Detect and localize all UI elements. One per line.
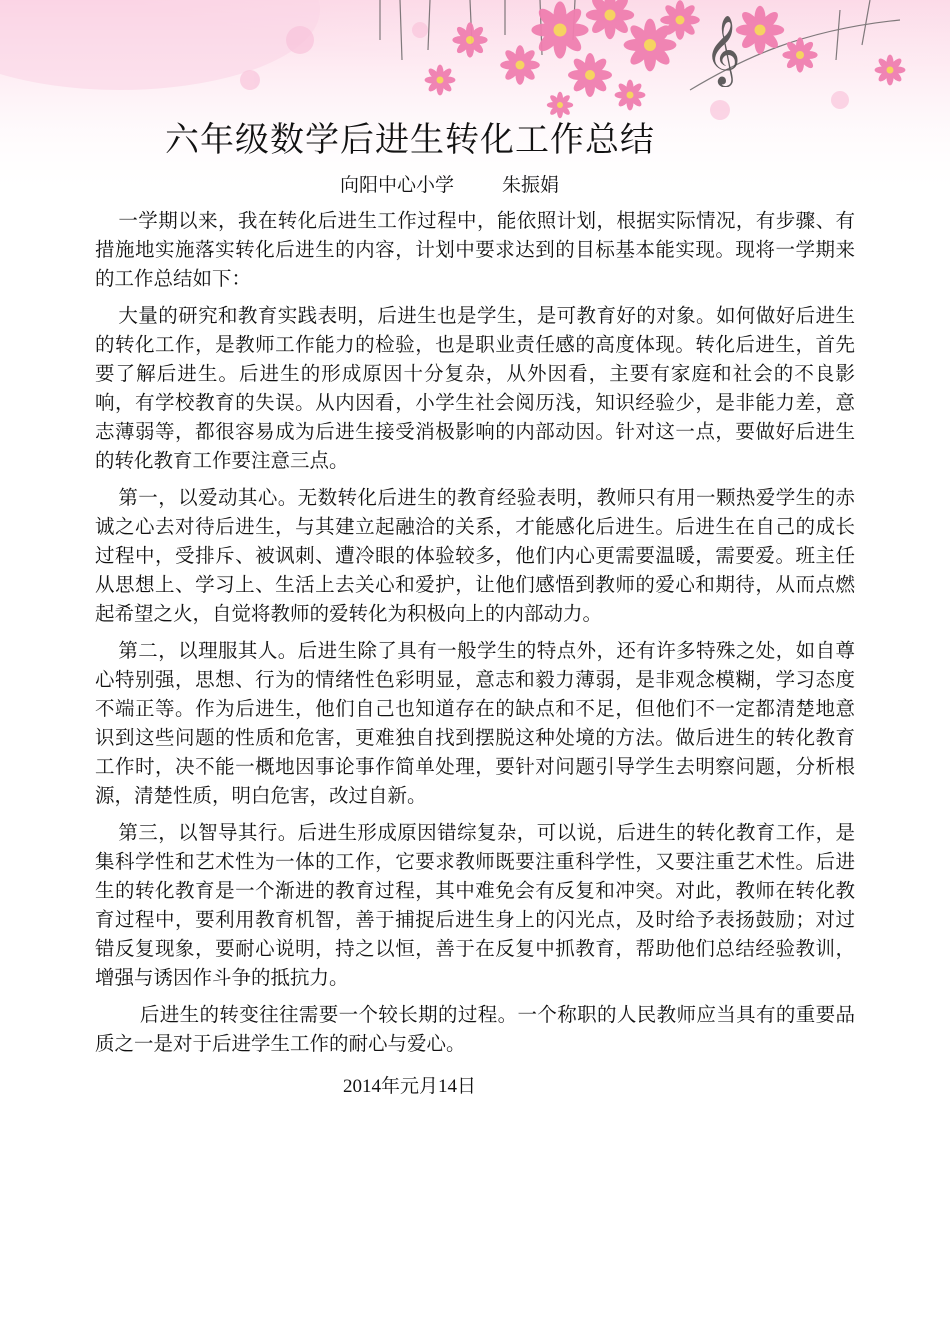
paragraph-point-two: 第二，以理服其人。后进生除了具有一般学生的特点外，还有许多特殊之处，如自尊心特别强，思想、行为的情绪性色彩明显，意志和毅力薄弱，是非观念模糊，学习态度不端正等。作为后进生，他们自己也知道存在的缺点和不足，但他们不一定都清楚地意识到这些问题的性质和危害，更难独自找到摆脱这种处境的方法。做后进生的转化教育工作时，决不能一概地因事论事作简单处理，要针对问题引导学生去明察问题，分析根源，清楚性质，明白危害，改过自新。 bbox=[95, 639, 855, 807]
paragraph-conclusion: 后进生的转变往往需要一个较长期的过程。一个称职的人民教师应当具有的重要品质之一是对于后进学生工作的耐心与爱心。 bbox=[95, 1003, 855, 1055]
svg-text:𝄞: 𝄞 bbox=[705, 15, 741, 85]
paragraph-background: 大量的研究和教育实践表明，后进生也是学生，是可教育好的对象。如何做好后进生的转化工作，是教师工作能力的检验，也是职业责任感的高度体现。转化后进生，首先要了解后进生。后进生的形成原因十分复杂，从外因看，主要有家庭和社会的不良影响，有学校教育的失误。从内因看，小学生社会阅历浅，知识经验少，是非能力差，意志薄弱等，都很容易成为后进生接受消极影响的内部动因。针对这一点，要做好后进生的转化教育工作要注意三点。 bbox=[95, 304, 855, 472]
school-name: 向阳中心小学 bbox=[340, 174, 455, 196]
page-title: 六年级数学后进生转化工作总结 bbox=[165, 120, 655, 160]
body-text bbox=[95, 206, 855, 1066]
paragraph-point-one: 第一，以爱动其心。无数转化后进生的教育经验表明，教师只有用一颗热爱学生的赤诚之心去对待后进生，与其建立起融洽的关系，才能感化后进生。后进生在自己的成长过程中，受排斥、被讽刺、遭冷眼的体验较多，他们内心更需要温暖，需要爱。班主任从思想上、学习上、生活上去关心和爱护，让他们感悟到教师的爱心和期待，从而点燃起希望之火，自觉将教师的爱转化为积极向上的内部动力。 bbox=[95, 486, 855, 625]
author-line bbox=[340, 170, 559, 197]
paragraph-intro: 一学期以来，我在转化后进生工作过程中，能依照计划，根据实际情况，有步骤、有措施地实施落实转化后进生的内容，计划中要求达到的目标基本能实现。现将一学期来的工作总结如下： bbox=[95, 209, 855, 290]
author-name: 朱振娟 bbox=[502, 174, 560, 196]
document-date: 2014年元月14日 bbox=[343, 1076, 477, 1097]
paragraph-point-three: 第三，以智导其行。后进生形成原因错综复杂，可以说，后进生的转化教育工作，是集科学性和艺术性为一体的工作，它要求教师既要注重科学性，又要注重艺术性。后进生的转化教育是一个渐进的教育过程，其中难免会有反复和冲突。对此，教师在转化教育过程中，要利用教育机智，善于捕捉后进生身上的闪光点，及时给予表扬鼓励；对过错反复现象，要耐心说明，持之以恒，善于在反复中抓教育，帮助他们总结经验教训，增强与诱因作斗争的抵抗力。 bbox=[95, 821, 855, 989]
